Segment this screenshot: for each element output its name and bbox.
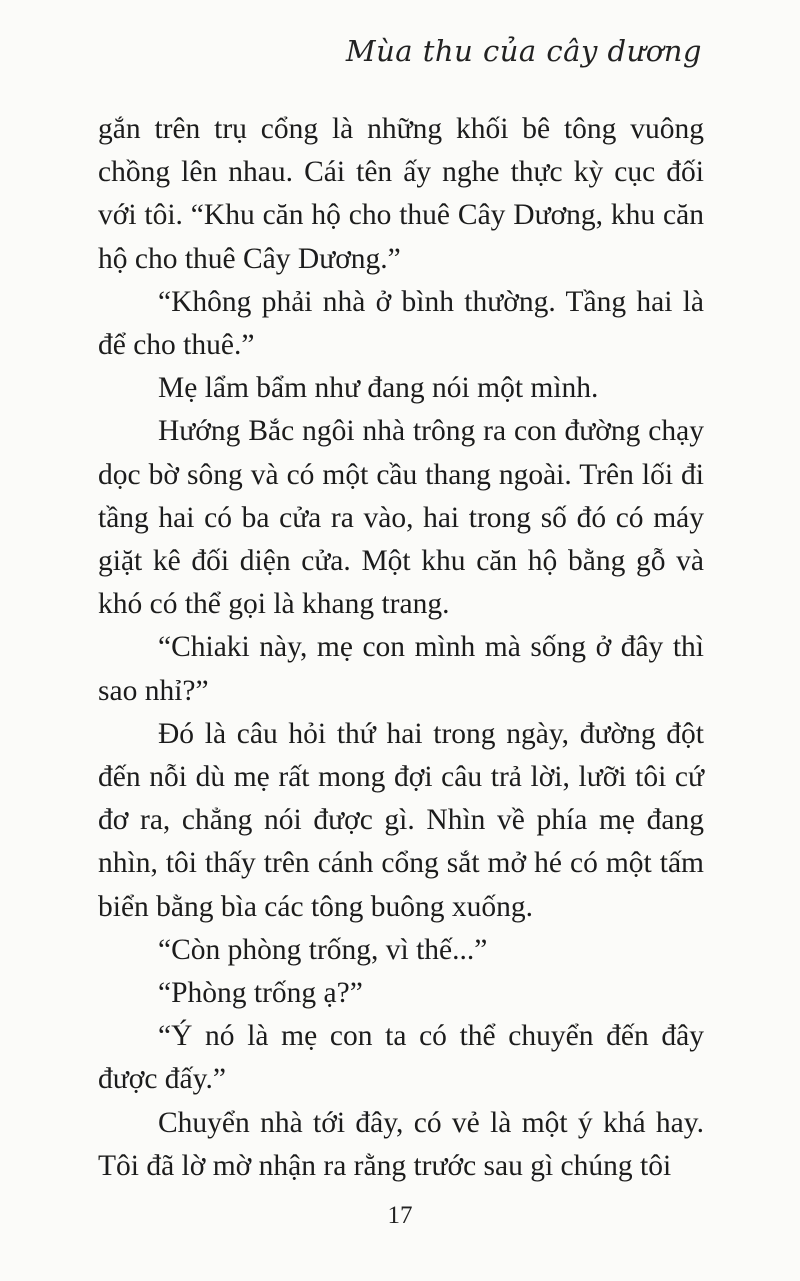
paragraph-4: Hướng Bắc ngôi nhà trông ra con đường chạy dọc bờ sông và có một cầu thang ngoài. Trên lối đi tầng hai có ba cửa ra vào, hai trong số đó có máy giặt kê đối diện cửa. Một khu căn hộ bằng gỗ và khó có thể gọi là khang trang. <box>98 415 704 621</box>
paragraph-10: Chuyển nhà tới đây, có vẻ là một ý khá hay. Tôi đã lờ mờ nhận ra rằng trước sau gì chúng tôi <box>98 1106 704 1182</box>
paragraph-7: “Còn phòng trống, vì thế...” <box>158 933 488 966</box>
paragraph-5: “Chiaki này, mẹ con mình mà sống ở đây thì sao nhỉ?” <box>98 631 704 707</box>
body-text <box>98 108 704 1188</box>
running-header-title: Mùa thu của cây dương <box>345 34 702 68</box>
paragraph-1: gắn trên trụ cổng là những khối bê tông vuông chồng lên nhau. Cái tên ấy nghe thực kỳ cục đối với tôi. “Khu căn hộ cho thuê Cây Dương, khu căn hộ cho thuê Cây Dương.” <box>98 113 704 275</box>
page-number: 17 <box>387 1202 413 1229</box>
paragraph-3: Mẹ lẩm bẩm như đang nói một mình. <box>158 372 599 405</box>
paragraph-2: “Không phải nhà ở bình thường. Tầng hai là để cho thuê.” <box>98 285 704 362</box>
paragraph-9: “Ý nó là mẹ con ta có thể chuyển đến đây được đấy.” <box>98 1020 704 1096</box>
paragraph-8: “Phòng trống ạ?” <box>158 977 363 1010</box>
paragraph-6: Đó là câu hỏi thứ hai trong ngày, đường đột đến nỗi dù mẹ rất mong đợi câu trả lời, lưỡi tôi cứ đơ ra, chẳng nói được gì. Nhìn về phía mẹ đang nhìn, tôi thấy trên cánh cổng sắt mở hé có một tấm biển bằng bìa các tông buông xuống. <box>98 717 704 923</box>
